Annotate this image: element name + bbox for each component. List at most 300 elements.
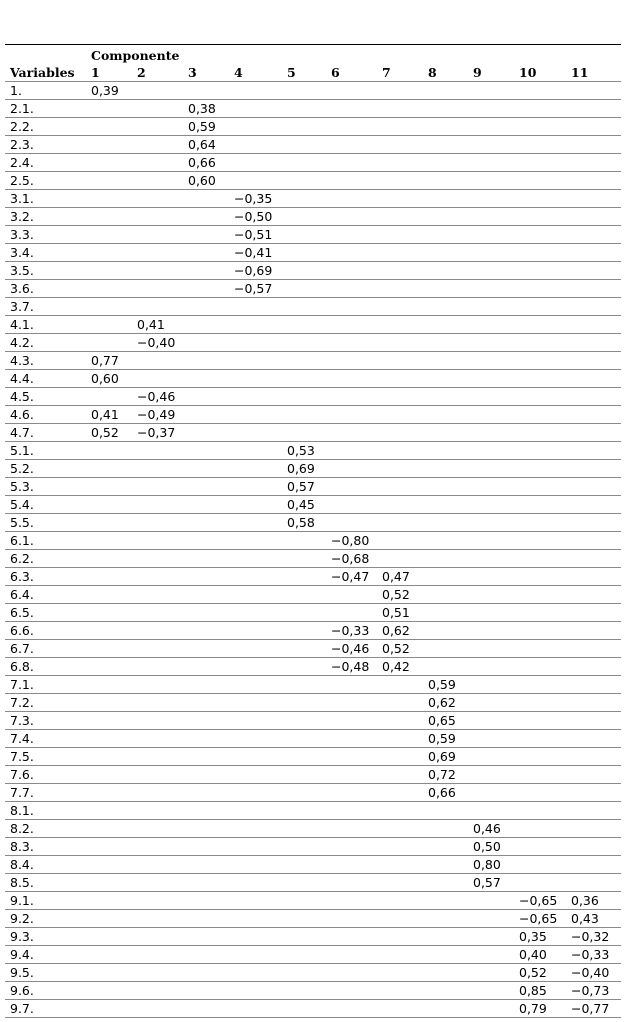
variable-cell: 4.5.	[5, 388, 86, 406]
loading-cell	[132, 370, 183, 388]
loading-cell	[514, 136, 566, 154]
loading-cell	[229, 532, 282, 550]
loading-cell	[377, 208, 423, 226]
loading-cell: −0,40	[132, 334, 183, 352]
loading-cell: 0,52	[514, 964, 566, 982]
variable-cell: 3.6.	[5, 280, 86, 298]
loading-cell	[229, 568, 282, 586]
loading-cell	[468, 262, 514, 280]
table-row	[5, 316, 621, 334]
loading-cell	[86, 244, 132, 262]
loading-cell	[282, 136, 326, 154]
loading-cell	[514, 280, 566, 298]
loading-cell	[282, 784, 326, 802]
loading-cell: −0,37	[132, 424, 183, 442]
loading-cell	[282, 838, 326, 856]
loading-cell	[468, 190, 514, 208]
loading-cell	[468, 424, 514, 442]
loading-cell	[514, 424, 566, 442]
loading-cell	[468, 136, 514, 154]
loading-cell	[229, 352, 282, 370]
loading-cell	[423, 82, 468, 100]
loading-cell	[183, 676, 229, 694]
loading-cell	[183, 550, 229, 568]
loading-cell	[566, 766, 621, 784]
variable-cell: 3.5.	[5, 262, 86, 280]
loading-cell	[468, 622, 514, 640]
loading-cell	[423, 316, 468, 334]
loading-cell	[377, 226, 423, 244]
loading-cell	[468, 352, 514, 370]
loading-cell	[326, 424, 377, 442]
variable-cell: 4.7.	[5, 424, 86, 442]
loading-cell	[566, 388, 621, 406]
loading-cell	[132, 964, 183, 982]
loading-cell	[326, 388, 377, 406]
loading-cell	[514, 262, 566, 280]
loading-cell: 0,62	[423, 694, 468, 712]
loading-cell: −0,77	[566, 1000, 621, 1018]
table-row	[5, 172, 621, 190]
table-body	[5, 82, 621, 1018]
loading-cell: 0,53	[282, 442, 326, 460]
loading-cell	[468, 334, 514, 352]
table-row	[5, 190, 621, 208]
loading-cell: −0,73	[566, 982, 621, 1000]
loading-cell	[377, 748, 423, 766]
loading-cell	[132, 352, 183, 370]
loading-cell	[514, 100, 566, 118]
loading-cell	[282, 874, 326, 892]
loading-cell: −0,32	[566, 928, 621, 946]
loading-cell	[282, 640, 326, 658]
loading-cell	[132, 766, 183, 784]
loading-cell	[377, 910, 423, 928]
loading-cell	[282, 334, 326, 352]
loading-cell	[229, 712, 282, 730]
loading-cell	[132, 838, 183, 856]
loading-cell	[423, 892, 468, 910]
table-row	[5, 910, 621, 928]
loading-cell	[86, 964, 132, 982]
loading-cell	[423, 838, 468, 856]
loading-cell	[514, 622, 566, 640]
loading-cell	[377, 388, 423, 406]
loading-cell	[566, 370, 621, 388]
loading-cell	[514, 676, 566, 694]
variable-cell: 9.7.	[5, 1000, 86, 1018]
table-row	[5, 658, 621, 676]
loading-cell	[86, 748, 132, 766]
loading-cell: −0,47	[326, 568, 377, 586]
variable-cell: 7.2.	[5, 694, 86, 712]
loading-cell	[183, 424, 229, 442]
loading-cell	[566, 172, 621, 190]
loading-cell	[326, 1000, 377, 1018]
variable-cell: 7.3.	[5, 712, 86, 730]
loading-cell	[514, 118, 566, 136]
variable-cell: 6.4.	[5, 586, 86, 604]
loading-cell	[282, 82, 326, 100]
loading-cell: 0,47	[377, 568, 423, 586]
loading-cell	[468, 100, 514, 118]
loading-cell	[229, 748, 282, 766]
loading-cell	[183, 730, 229, 748]
table-row	[5, 766, 621, 784]
loading-cell	[183, 496, 229, 514]
variable-cell: 5.2.	[5, 460, 86, 478]
loading-cell	[183, 280, 229, 298]
loading-cell	[86, 802, 132, 820]
loading-cell	[423, 154, 468, 172]
loading-cell	[229, 460, 282, 478]
loading-cell	[132, 784, 183, 802]
table-row	[5, 694, 621, 712]
loading-cell	[423, 478, 468, 496]
loading-cell	[514, 586, 566, 604]
loading-cell	[183, 802, 229, 820]
table-row	[5, 856, 621, 874]
loading-cell	[229, 730, 282, 748]
variable-cell: 6.1.	[5, 532, 86, 550]
loading-cell	[423, 226, 468, 244]
loading-cell	[86, 676, 132, 694]
loading-cell	[132, 694, 183, 712]
loading-cell	[468, 226, 514, 244]
loading-cell	[326, 964, 377, 982]
loading-cell: 0,38	[183, 100, 229, 118]
loading-cell: 0,69	[282, 460, 326, 478]
loading-cell	[183, 694, 229, 712]
loading-cell	[566, 316, 621, 334]
loading-cell	[86, 604, 132, 622]
loading-cell	[282, 532, 326, 550]
loading-cell	[183, 892, 229, 910]
loading-cell	[326, 928, 377, 946]
loading-cell	[183, 532, 229, 550]
variable-cell: 4.4.	[5, 370, 86, 388]
header-component-6: 6	[331, 65, 340, 80]
loading-cell	[566, 856, 621, 874]
loading-cell	[514, 766, 566, 784]
loading-cell	[282, 730, 326, 748]
variable-cell: 6.7.	[5, 640, 86, 658]
table-row	[5, 136, 621, 154]
loading-cell	[282, 982, 326, 1000]
loading-cell	[326, 694, 377, 712]
loading-cell	[229, 496, 282, 514]
loading-cell	[377, 676, 423, 694]
loading-cell: 0,57	[468, 874, 514, 892]
loading-cell	[423, 334, 468, 352]
loading-cell: 0,39	[86, 82, 132, 100]
loading-cell	[468, 388, 514, 406]
loading-cell	[183, 820, 229, 838]
variable-cell: 9.4.	[5, 946, 86, 964]
table-row	[5, 820, 621, 838]
variable-cell: 8.3.	[5, 838, 86, 856]
loading-cell	[326, 316, 377, 334]
table-row	[5, 208, 621, 226]
loading-cell	[423, 100, 468, 118]
loading-cell: 0,36	[566, 892, 621, 910]
loading-cell	[183, 838, 229, 856]
loading-cell	[282, 550, 326, 568]
loading-cell	[423, 982, 468, 1000]
loading-cell	[377, 460, 423, 478]
table-row	[5, 748, 621, 766]
loading-cell: −0,49	[132, 406, 183, 424]
loading-cell	[282, 388, 326, 406]
loading-cell	[86, 226, 132, 244]
variable-cell: 9.3.	[5, 928, 86, 946]
loading-cell: 0,64	[183, 136, 229, 154]
loading-cell	[514, 208, 566, 226]
loading-cell: 0,65	[423, 712, 468, 730]
loading-cell	[86, 118, 132, 136]
loading-cell	[86, 280, 132, 298]
loading-cell	[229, 964, 282, 982]
loading-cell	[326, 334, 377, 352]
loading-cell: 0,58	[282, 514, 326, 532]
loading-cell	[86, 874, 132, 892]
loading-cell: 0,50	[468, 838, 514, 856]
loading-cell	[183, 226, 229, 244]
loading-cell	[282, 820, 326, 838]
loading-cell	[183, 658, 229, 676]
loading-cell	[229, 856, 282, 874]
loading-cell	[86, 478, 132, 496]
loading-cell	[326, 676, 377, 694]
table-row	[5, 514, 621, 532]
loading-cell	[514, 604, 566, 622]
loading-cell	[229, 694, 282, 712]
loading-cell	[132, 640, 183, 658]
loading-cell	[229, 784, 282, 802]
header-corner-spacer	[5, 45, 86, 65]
loading-cell	[423, 496, 468, 514]
loading-cell: 0,35	[514, 928, 566, 946]
loading-cell	[282, 262, 326, 280]
variable-cell: 4.2.	[5, 334, 86, 352]
loading-cell	[282, 208, 326, 226]
loading-cell	[183, 370, 229, 388]
loading-cell	[468, 442, 514, 460]
header-component-5: 5	[287, 65, 296, 80]
header-component-7: 7	[382, 65, 391, 80]
loading-cell	[468, 586, 514, 604]
loading-cell	[326, 370, 377, 388]
table-row	[5, 712, 621, 730]
loading-cell	[468, 244, 514, 262]
loading-cell	[183, 298, 229, 316]
loading-cell	[326, 118, 377, 136]
loading-cell	[132, 100, 183, 118]
loading-cell	[282, 568, 326, 586]
loading-cell	[229, 424, 282, 442]
table-row	[5, 928, 621, 946]
header-variables-label: Variables	[10, 65, 75, 80]
loading-cell	[514, 730, 566, 748]
table-row	[5, 334, 621, 352]
loading-cell	[566, 496, 621, 514]
loading-cell	[468, 802, 514, 820]
loading-cell: 0,52	[377, 640, 423, 658]
loading-cell	[132, 226, 183, 244]
loading-cell	[566, 748, 621, 766]
loading-cell: 0,57	[282, 478, 326, 496]
loading-cell	[326, 154, 377, 172]
loading-cell: 0,40	[514, 946, 566, 964]
loading-cell	[468, 316, 514, 334]
loading-cell	[326, 280, 377, 298]
header-component-11: 11	[571, 65, 589, 80]
loading-cell	[514, 874, 566, 892]
variable-cell: 2.3.	[5, 136, 86, 154]
loading-cell	[514, 388, 566, 406]
loading-cell	[566, 730, 621, 748]
variable-cell: 5.1.	[5, 442, 86, 460]
loading-cell	[514, 406, 566, 424]
loading-cell: −0,65	[514, 910, 566, 928]
loading-cell	[183, 712, 229, 730]
loading-cell	[514, 532, 566, 550]
loading-cell	[229, 874, 282, 892]
loading-cell	[282, 1000, 326, 1018]
loading-cell	[86, 892, 132, 910]
loading-cell	[514, 640, 566, 658]
loading-cell	[86, 532, 132, 550]
loading-cell	[566, 100, 621, 118]
table-row	[5, 154, 621, 172]
loading-cell	[132, 856, 183, 874]
loading-cell	[86, 334, 132, 352]
loading-cell	[132, 568, 183, 586]
loading-cell	[132, 514, 183, 532]
loading-cell	[468, 910, 514, 928]
loading-cell	[326, 802, 377, 820]
loading-cell	[423, 172, 468, 190]
table-row	[5, 568, 621, 586]
loading-cell	[86, 820, 132, 838]
table-row	[5, 874, 621, 892]
loading-cell	[326, 712, 377, 730]
loading-cell: 0,41	[132, 316, 183, 334]
loading-cell	[86, 856, 132, 874]
loading-cell	[377, 442, 423, 460]
variable-cell: 5.4.	[5, 496, 86, 514]
loading-cell	[86, 568, 132, 586]
loading-cell	[566, 298, 621, 316]
loading-cell	[377, 928, 423, 946]
loading-cell	[86, 766, 132, 784]
loading-cell	[423, 658, 468, 676]
loading-cell	[282, 172, 326, 190]
loading-cell	[229, 550, 282, 568]
loading-cell	[86, 1000, 132, 1018]
loading-cell	[282, 964, 326, 982]
loading-cell: −0,46	[326, 640, 377, 658]
loading-cell	[86, 658, 132, 676]
loading-cell	[132, 460, 183, 478]
loading-cell	[282, 406, 326, 424]
loading-cell	[377, 802, 423, 820]
loading-cell	[183, 352, 229, 370]
loading-cell	[468, 1000, 514, 1018]
variable-cell: 9.2.	[5, 910, 86, 928]
loading-cell	[183, 964, 229, 982]
loading-cell	[423, 802, 468, 820]
loading-cell: 0,59	[423, 676, 468, 694]
loading-cell	[282, 946, 326, 964]
loading-cell	[132, 262, 183, 280]
table-row	[5, 1000, 621, 1018]
loading-cell	[468, 766, 514, 784]
loading-cell	[566, 874, 621, 892]
loading-cell: 0,52	[377, 586, 423, 604]
loading-cell	[377, 694, 423, 712]
loading-cell	[326, 352, 377, 370]
loading-cell	[566, 658, 621, 676]
loading-cell: −0,69	[229, 262, 282, 280]
header-component-4: 4	[234, 65, 243, 80]
loading-cell	[183, 514, 229, 532]
loading-cell	[377, 298, 423, 316]
loading-cell	[377, 730, 423, 748]
variable-cell: 7.7.	[5, 784, 86, 802]
loading-cell	[282, 802, 326, 820]
loading-cell	[86, 928, 132, 946]
loading-cell	[229, 766, 282, 784]
table-row	[5, 892, 621, 910]
loading-cell	[183, 784, 229, 802]
loading-cell	[132, 280, 183, 298]
variable-cell: 2.2.	[5, 118, 86, 136]
loading-cell	[468, 928, 514, 946]
loading-cell	[86, 640, 132, 658]
loading-cell	[183, 406, 229, 424]
loading-cell	[468, 532, 514, 550]
loading-cell	[229, 604, 282, 622]
loading-cell	[282, 100, 326, 118]
table-row	[5, 532, 621, 550]
loading-cell	[132, 658, 183, 676]
loading-cell	[132, 982, 183, 1000]
loading-cell	[326, 856, 377, 874]
loading-cell	[566, 694, 621, 712]
loading-cell	[229, 118, 282, 136]
loading-cell	[468, 280, 514, 298]
loading-cell	[468, 694, 514, 712]
loading-cell	[514, 712, 566, 730]
loading-cell	[86, 136, 132, 154]
loading-cell	[514, 154, 566, 172]
loading-cell	[326, 262, 377, 280]
variable-cell: 7.1.	[5, 676, 86, 694]
loading-cell	[229, 820, 282, 838]
loading-cell	[326, 820, 377, 838]
loading-cell	[282, 676, 326, 694]
loading-cell	[86, 982, 132, 1000]
header-group-label: Componente	[86, 45, 621, 65]
loading-cell	[514, 442, 566, 460]
loading-cell	[468, 154, 514, 172]
variable-cell: 3.3.	[5, 226, 86, 244]
loading-cell	[183, 874, 229, 892]
header-component-3: 3	[188, 65, 197, 80]
loading-cell: 0,45	[282, 496, 326, 514]
loading-cell	[468, 946, 514, 964]
